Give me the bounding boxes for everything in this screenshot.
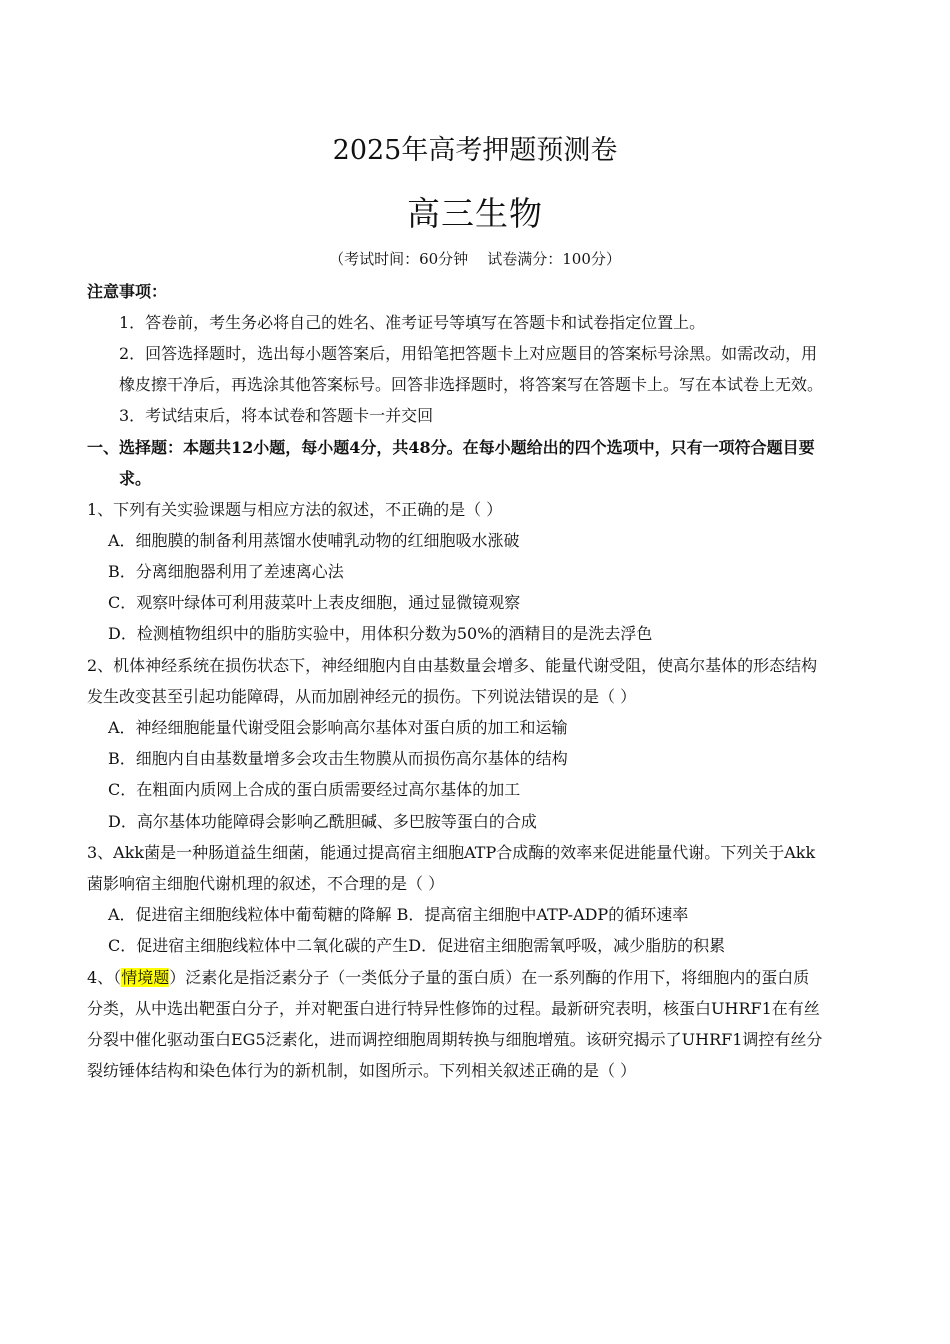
question-4-stem-rest: ）泛素化是指泛素分子（一类低分子量的蛋白质）在一系列酶的作用下，将细胞内的蛋白质 xyxy=(169,968,810,987)
question-4-stem-line-4: 裂纺锤体结构和染色体行为的新机制，如图所示。下列相关叙述正确的是（ ） xyxy=(87,1061,637,1080)
question-2-stem: 2、机体神经系统在损伤状态下，神经细胞内自由基数量会增多、能量代谢受阻，使高尔基体的形态结构 xyxy=(87,656,818,675)
question-1-option-a: A．细胞膜的制备利用蒸馏水使哺乳动物的红细胞吸水涨破 xyxy=(108,531,520,550)
question-4-prefix: 4、（ xyxy=(87,968,122,987)
subject-title: 高三生物 xyxy=(407,194,543,233)
section-heading: 一、选择题：本题共12小题，每小题4分，共48分。在每小题给出的四个选项中，只有一项符合题目要 xyxy=(87,438,815,457)
question-2-option-a: A．神经细胞能量代谢受阻会影响高尔基体对蛋白质的加工和运输 xyxy=(108,718,568,737)
exam-title: 2025年高考押题预测卷 xyxy=(332,135,618,166)
question-4-stem-line-2: 分类，从中选出靶蛋白分子，并对靶蛋白进行特异性修饰的过程。最新研究表明，核蛋白UHRF1在有丝 xyxy=(87,999,820,1018)
note-item-1: 1．答卷前，考生务必将自己的姓名、准考证号等填写在答题卡和试卷指定位置上。 xyxy=(119,313,706,332)
question-2-option-d: D．高尔基体功能障碍会影响乙酰胆碱、多巴胺等蛋白的合成 xyxy=(108,812,537,831)
question-4-stem xyxy=(87,967,809,989)
context-question-tag: 情境题 xyxy=(121,968,170,987)
question-3-options-cd: C．促进宿主细胞线粒体中二氧化碳的产生D．促进宿主细胞需氧呼吸，减少脂肪的积累 xyxy=(108,936,726,955)
note-item-2: 2．回答选择题时，选出每小题答案后，用铅笔把答题卡上对应题目的答案标号涂黑。如需改动，用 xyxy=(119,344,818,363)
exam-info: （考试时间：60分钟 试卷满分：100分） xyxy=(329,250,621,268)
notes-heading: 注意事项： xyxy=(87,282,168,301)
question-1-option-b: B．分离细胞器利用了差速离心法 xyxy=(108,562,344,581)
question-3-options-ab: A．促进宿主细胞线粒体中葡萄糖的降解 B．提高宿主细胞中ATP-ADP的循环速率 xyxy=(108,905,689,924)
question-1-option-c: C．观察叶绿体可利用菠菜叶上表皮细胞，通过显微镜观察 xyxy=(108,593,521,612)
note-item-2-cont: 橡皮擦干净后，再选涂其他答案标号。回答非选择题时，将答案写在答题卡上。写在本试卷上无效。 xyxy=(119,375,824,394)
question-4-stem-line-3: 分裂中催化驱动蛋白EG5泛素化，进而调控细胞周期转换与细胞增殖。该研究揭示了UHRF1调控有丝分 xyxy=(87,1030,823,1049)
question-2-option-c: C．在粗面内质网上合成的蛋白质需要经过高尔基体的加工 xyxy=(108,780,521,799)
question-1-option-d: D．检测植物组织中的脂肪实验中，用体积分数为50%的酒精目的是洗去浮色 xyxy=(108,624,653,643)
question-2-option-b: B．细胞内自由基数量增多会攻击生物膜从而损伤高尔基体的结构 xyxy=(108,749,568,768)
section-heading-cont: 求。 xyxy=(119,469,152,488)
question-2-stem-cont: 发生改变甚至引起功能障碍，从而加剧神经元的损伤。下列说法错误的是（ ） xyxy=(87,687,637,706)
question-1-stem: 1、下列有关实验课题与相应方法的叙述，不正确的是（ ） xyxy=(87,500,503,519)
question-3-stem: 3、Akk菌是一种肠道益生细菌，能通过提高宿主细胞ATP合成酶的效率来促进能量代谢。下列关于Akk xyxy=(87,843,816,862)
question-3-stem-cont: 菌影响宿主细胞代谢机理的叙述，不合理的是（ ） xyxy=(87,874,445,893)
note-item-3: 3．考试结束后，将本试卷和答题卡一并交回 xyxy=(119,406,434,425)
